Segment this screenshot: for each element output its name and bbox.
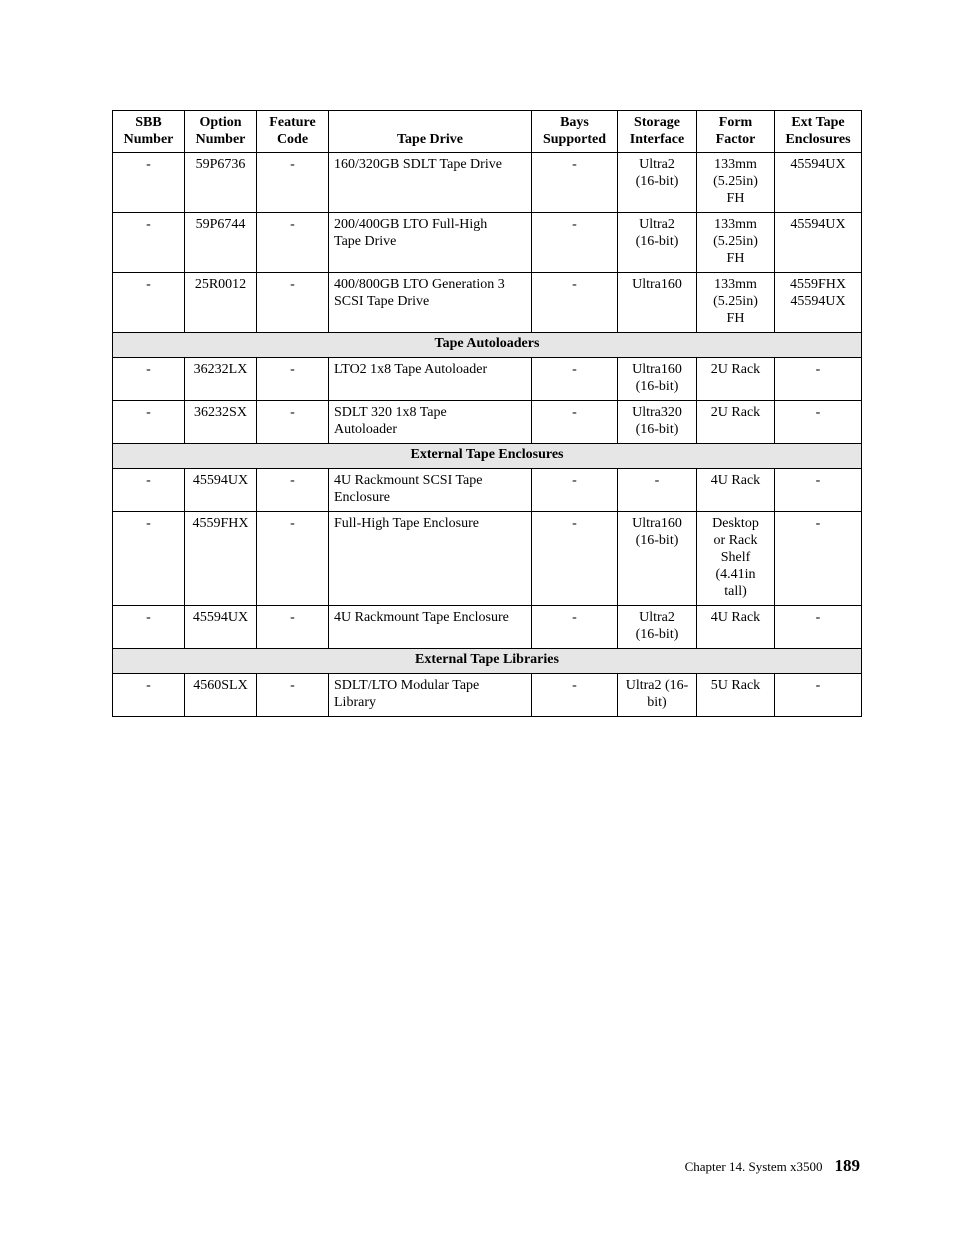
chapter-label: Chapter 14. System x3500 <box>684 1159 823 1174</box>
table-row <box>113 606 862 649</box>
table-row <box>113 401 862 444</box>
column-header: Form Factor <box>697 111 775 153</box>
table-cell: 4U Rack <box>697 469 775 512</box>
table-cell: Full-High Tape Enclosure <box>329 512 532 606</box>
table-cell: - <box>257 512 329 606</box>
column-header: Storage Interface <box>618 111 697 153</box>
table-cell: - <box>113 512 185 606</box>
column-header: Tape Drive <box>329 111 532 153</box>
table-cell: SDLT 320 1x8 Tape Autoloader <box>329 401 532 444</box>
table-cell: - <box>532 674 618 717</box>
tape-options-table <box>112 110 862 717</box>
table-row <box>113 512 862 606</box>
table-cell: - <box>775 401 862 444</box>
page-number: 189 <box>834 1156 860 1175</box>
table-cell: 59P6744 <box>185 213 257 273</box>
table-cell: - <box>257 358 329 401</box>
table-cell: Ultra320 (16-bit) <box>618 401 697 444</box>
table-cell: Ultra160 <box>618 273 697 333</box>
table-cell: - <box>113 606 185 649</box>
table-cell: 36232LX <box>185 358 257 401</box>
table-cell: - <box>532 153 618 213</box>
table-cell: Desktop or Rack Shelf (4.41in tall) <box>697 512 775 606</box>
table-cell: 59P6736 <box>185 153 257 213</box>
table-cell: - <box>113 213 185 273</box>
table-row <box>113 358 862 401</box>
table-cell: - <box>113 469 185 512</box>
table-cell: - <box>113 674 185 717</box>
table-cell: Ultra2 (16-bit) <box>618 213 697 273</box>
table-cell: - <box>257 273 329 333</box>
table-cell: Ultra160 (16-bit) <box>618 512 697 606</box>
table-cell: 25R0012 <box>185 273 257 333</box>
table-cell: 4559FHX 45594UX <box>775 273 862 333</box>
table-cell: 36232SX <box>185 401 257 444</box>
table-cell: - <box>257 606 329 649</box>
table-cell: 4U Rackmount Tape Enclosure <box>329 606 532 649</box>
table-row <box>113 469 862 512</box>
table-cell: 160/320GB SDLT Tape Drive <box>329 153 532 213</box>
table-cell: - <box>775 674 862 717</box>
column-header: Bays Supported <box>532 111 618 153</box>
table-cell: 4559FHX <box>185 512 257 606</box>
column-header: Ext Tape Enclosures <box>775 111 862 153</box>
table-cell: 200/400GB LTO Full-High Tape Drive <box>329 213 532 273</box>
table-cell: - <box>257 401 329 444</box>
table-cell: 2U Rack <box>697 358 775 401</box>
table-cell: - <box>113 401 185 444</box>
table-cell: - <box>775 606 862 649</box>
table-row <box>113 273 862 333</box>
table-cell: 4U Rackmount SCSI Tape Enclosure <box>329 469 532 512</box>
table-cell: Ultra2 (16-bit) <box>618 153 697 213</box>
table-cell: - <box>113 273 185 333</box>
table-row <box>113 153 862 213</box>
column-header: Option Number <box>185 111 257 153</box>
table-cell: - <box>257 469 329 512</box>
column-header: SBB Number <box>113 111 185 153</box>
table-cell: - <box>775 512 862 606</box>
table-cell: - <box>775 358 862 401</box>
table-cell: Ultra2 (16-bit) <box>618 606 697 649</box>
table-cell: LTO2 1x8 Tape Autoloader <box>329 358 532 401</box>
table-row <box>113 674 862 717</box>
section-title: External Tape Libraries <box>113 649 862 674</box>
column-header: Feature Code <box>257 111 329 153</box>
table-header-row <box>113 111 862 153</box>
table-cell: - <box>113 358 185 401</box>
section-row <box>113 649 862 674</box>
section-title: Tape Autoloaders <box>113 333 862 358</box>
section-row <box>113 333 862 358</box>
table-cell: - <box>257 674 329 717</box>
table-cell: 400/800GB LTO Generation 3 SCSI Tape Drive <box>329 273 532 333</box>
section-title: External Tape Enclosures <box>113 444 862 469</box>
table-cell: - <box>532 401 618 444</box>
table-cell: 45594UX <box>775 213 862 273</box>
table-cell: 133mm (5.25in) FH <box>697 153 775 213</box>
table-cell: - <box>532 512 618 606</box>
table-cell: 4560SLX <box>185 674 257 717</box>
table-cell: - <box>532 213 618 273</box>
table-cell: 5U Rack <box>697 674 775 717</box>
table-cell: SDLT/LTO Modular Tape Library <box>329 674 532 717</box>
page-footer <box>685 1156 860 1176</box>
table-cell: 133mm (5.25in) FH <box>697 273 775 333</box>
table-cell: - <box>532 606 618 649</box>
table-cell: - <box>618 469 697 512</box>
table-cell: 45594UX <box>185 469 257 512</box>
table-cell: Ultra2 (16- bit) <box>618 674 697 717</box>
table-cell: - <box>532 358 618 401</box>
table-cell: - <box>257 153 329 213</box>
table-cell: - <box>532 273 618 333</box>
table-cell: 45594UX <box>185 606 257 649</box>
table-cell: - <box>532 469 618 512</box>
table-cell: - <box>113 153 185 213</box>
table-cell: Ultra160 (16-bit) <box>618 358 697 401</box>
section-row <box>113 444 862 469</box>
table-cell: 2U Rack <box>697 401 775 444</box>
table-cell: - <box>257 213 329 273</box>
table-cell: - <box>775 469 862 512</box>
table-row <box>113 213 862 273</box>
table-cell: 4U Rack <box>697 606 775 649</box>
table-cell: 45594UX <box>775 153 862 213</box>
table-cell: 133mm (5.25in) FH <box>697 213 775 273</box>
